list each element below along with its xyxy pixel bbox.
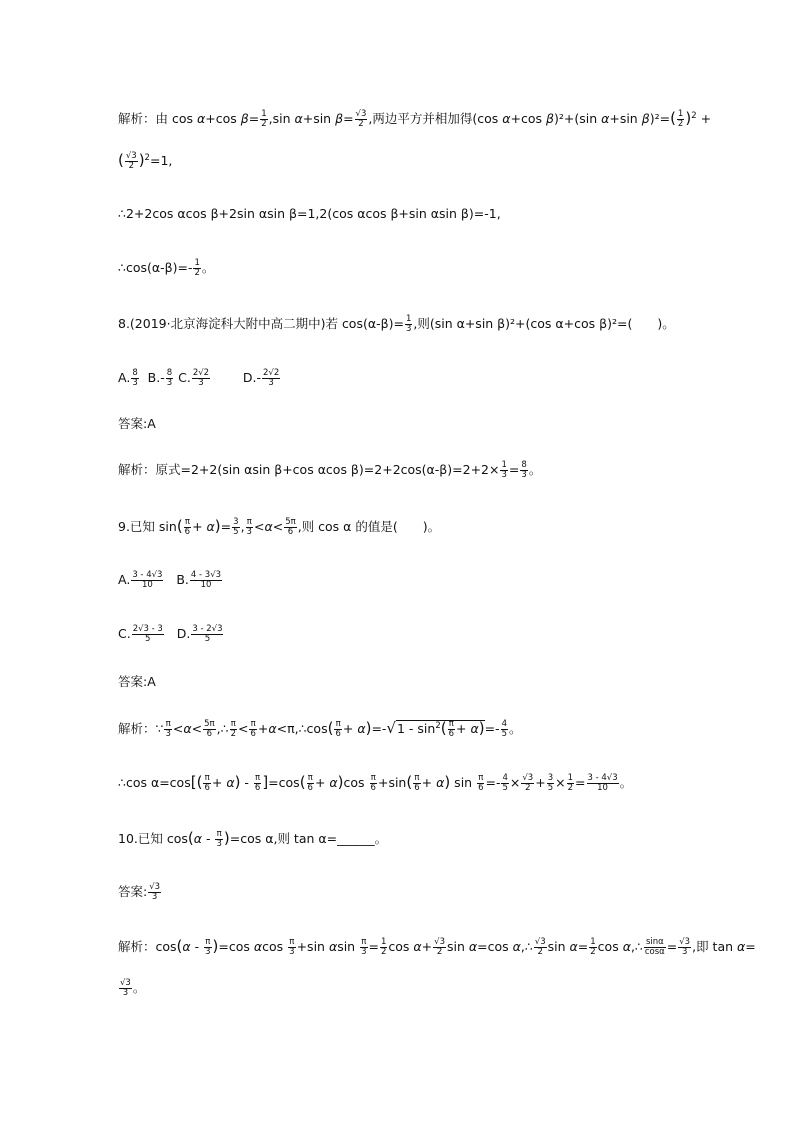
text: 9.已知 sin xyxy=(118,519,177,534)
solution-10-line-2: $\frac{√3}{3}$ 。 xyxy=(120,978,146,998)
text: 解析：由 cos xyxy=(118,111,197,126)
answer-10: 答案: $\frac{√3}{3}$ xyxy=(118,882,161,902)
answer-8: 答案:A xyxy=(118,416,156,431)
solution-7-line-2: ( $\frac{√3}{2}$ )$^2$=1, xyxy=(118,151,173,171)
text: 。 xyxy=(201,260,215,275)
solution-7-line-4: ∴cos(α-β)=- $\frac{1}{2}$ 。 xyxy=(118,258,215,278)
text: =cos α,则 tan α=______。 xyxy=(229,831,388,846)
solution-9-line-1: 解析：∵ $\frac{\pi}{3}$ <α< $\frac{5\pi}{6}$ ,∴ $\frac{\pi}{2}$ < $\frac{\pi}{6}$ +α<π,∴cos( $\frac{\pi}{6}$ + $\alpha)=-√1 - \sin^2$( $\frac{\pi}{6}$ + α)=- $\frac{4}{5}$ 。 xyxy=(118,719,522,739)
solution-7-line-3: ∴2+2cos αcos β+2sin αsin β=1,2(cos αcos β+sin αsin β)=-1, xyxy=(118,206,501,221)
text: 解析：∵ xyxy=(118,721,164,736)
text: ∴cos(α-β)=- xyxy=(118,260,193,275)
text: ∴cos α=cos xyxy=(118,775,191,790)
text: =1, xyxy=(149,153,173,168)
solution-7-line-1: 解析：由 cos α+cos β= $\frac{1}{2}$ ,sin α+sin β= $\frac{√3}{2}$ ,两边平方并相加得(cos α+cos β)²+(sin α+sin β)²=( $\frac{1}{2}$ )$^2$ + xyxy=(118,109,712,129)
solution-8: 解析：原式=2+2(sin αsin β+cos αcos β)=2+2cos(α-β)=2+2× $\frac{1}{3}$ = $\frac{8}{3}$ 。 xyxy=(118,460,542,480)
question-9: 9.已知 sin( $\frac{\pi}{6}$ + α)= $\frac{3}{5}$ , $\frac{\pi}{3}$ <α< $\frac{5\pi}{6}$ ,则 cos α 的值是( )。 xyxy=(118,517,441,537)
text: ,则(sin α+sin β)²+(cos α+cos β)²=( )。 xyxy=(413,316,675,331)
text: 8.(2019·北京海淀科大附中高二期中)若 cos(α-β)= xyxy=(118,316,404,331)
text: 解析：原式=2+2(sin αsin β+cos αcos β)=2+2cos(α-β)=2+2× xyxy=(118,462,500,477)
text: 10.已知 cos xyxy=(118,831,188,846)
text: 。 xyxy=(132,980,146,995)
question-10: 10.已知 cos(α - $\frac{\pi}{3}$ )=cos α,则 tan α=______。 xyxy=(118,829,388,849)
text: 答案: xyxy=(118,884,148,899)
text: ,则 cos α 的值是( )。 xyxy=(297,519,441,534)
question-9-options-ab: A. $\frac{3 - 4√3}{10}$ B. $\frac{4 - 3√3}{10}$ xyxy=(118,570,222,590)
text: 两边平方并相加得(cos xyxy=(372,111,503,126)
text: 解析：cos xyxy=(118,939,177,954)
solution-10-line-1: 解析：cos(α - $\frac{\pi}{3}$ )=cos αcos $\frac{\pi}{3}$ +sin αsin $\frac{\pi}{3}$ = $\frac{1}{2}$ cos α+ $\frac{√3}{2}$ sin α=cos α,∴ $\frac{√3}{2}$ sin α= $\frac{1}{2}$ cos α,∴ $\frac{\sin\alpha}{\cos\alpha}$ = $\frac{√3}{3}$ ,即 tan α= xyxy=(118,937,756,957)
question-9-options-cd: C. $\frac{2√3 - 3}{5}$ D. $\frac{3 - 2√3}{5}$ xyxy=(118,624,223,644)
solution-9-line-2: ∴cos α=cos[( $\frac{\pi}{6}$ + α) - $\frac{\pi}{6}$ ]=cos( $\frac{\pi}{6}$ + α)cos $\frac{\pi}{6}$ +sin( $\frac{\pi}{6}$ + α) sin $\frac{\pi}{6}$ =- $\frac{4}{5}$ × $\frac{√3}{2}$ + $\frac{3}{5}$ × $\frac{1}{2}$ = $\frac{3 - 4√3}{10}$ 。 xyxy=(118,773,633,793)
question-8-options: A. $\frac{8}{3}$ B.- $\frac{8}{3}$ C. $\frac{2√2}{3}$ D.- $\frac{2√2}{3}$ xyxy=(118,368,280,388)
question-8: 8.(2019·北京海淀科大附中高二期中)若 cos(α-β)= $\frac{1}{3}$ ,则(sin α+sin β)²+(cos α+cos β)²=( )。 xyxy=(118,314,675,334)
answer-9: 答案:A xyxy=(118,674,156,689)
